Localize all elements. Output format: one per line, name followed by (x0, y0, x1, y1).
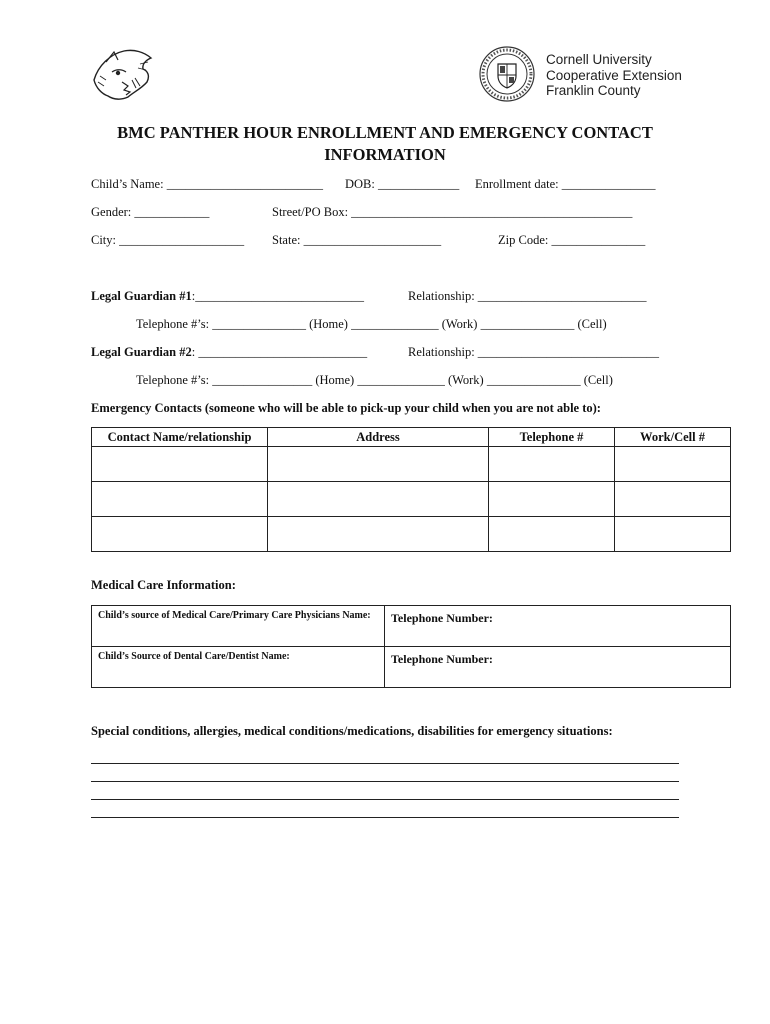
special-conditions-line-4[interactable] (91, 817, 679, 818)
guardian-1-telephone-field[interactable]: Telephone #’s: _______________ (Home) ______________ (Work) _______________ (Cell) (136, 317, 607, 331)
table-cell[interactable] (268, 447, 489, 482)
medical-telephone-label: Telephone Number: (391, 611, 493, 625)
logo-line-3: Franklin County (546, 83, 641, 98)
dental-telephone-cell[interactable] (385, 647, 731, 688)
table-cell[interactable] (615, 517, 731, 552)
cornell-logo-text (546, 52, 682, 99)
table-cell[interactable] (615, 447, 731, 482)
medical-care-provider-cell[interactable] (92, 606, 385, 647)
guardian-2-telephone-field[interactable]: Telephone #’s: ________________ (Home) ______________ (Work) _______________ (Cell) (136, 373, 613, 387)
table-row (92, 517, 731, 552)
dental-care-provider-label: Child’s Source of Dental Care/Dentist Name: (98, 651, 290, 662)
column-header-address: Address (268, 428, 489, 447)
dental-telephone-label: Telephone Number: (391, 652, 493, 666)
guardian-2-label: Legal Guardian #2 (91, 345, 192, 359)
table-cell[interactable] (268, 517, 489, 552)
child-name-field[interactable]: Child’s Name: _________________________ (91, 177, 323, 191)
dob-field[interactable]: DOB: _____________ (345, 177, 460, 191)
guardian-2-line: : ___________________________ (191, 345, 368, 359)
medical-care-table (91, 605, 731, 688)
guardian-1-relationship-field[interactable]: Relationship: ___________________________ (408, 289, 647, 303)
medical-care-provider-label: Child’s source of Medical Care/Primary Care Physicians Name: (98, 610, 371, 621)
table-cell[interactable] (92, 517, 268, 552)
table-cell[interactable] (489, 482, 615, 517)
guardian-1-label: Legal Guardian #1 (91, 289, 192, 303)
table-row (92, 447, 731, 482)
cornell-seal-logo (478, 45, 536, 103)
table-cell[interactable] (268, 482, 489, 517)
dental-care-provider-cell[interactable] (92, 647, 385, 688)
table-cell[interactable] (489, 447, 615, 482)
panther-logo (88, 42, 156, 104)
table-cell[interactable] (615, 482, 731, 517)
gender-field[interactable]: Gender: ____________ (91, 205, 210, 219)
medical-care-heading: Medical Care Information: (91, 578, 236, 592)
logo-line-2: Cooperative Extension (546, 67, 682, 83)
state-field[interactable]: State: ______________________ (272, 233, 442, 247)
special-conditions-line-3[interactable] (91, 799, 679, 800)
page-title-line-2: INFORMATION (324, 145, 446, 164)
table-cell[interactable] (92, 482, 268, 517)
guardian-2-relationship-field[interactable]: Relationship: _____________________________ (408, 345, 660, 359)
page-title-line-1: BMC PANTHER HOUR ENROLLMENT AND EMERGENCY CONTACT (117, 123, 653, 142)
zip-code-field[interactable]: Zip Code: _______________ (498, 233, 646, 247)
enrollment-date-field[interactable]: Enrollment date: _______________ (475, 177, 656, 191)
special-conditions-heading: Special conditions, allergies, medical conditions/medications, disabilities for emergency situations: (91, 724, 613, 738)
special-conditions-line-1[interactable] (91, 763, 679, 764)
logo-line-1: Cornell University (546, 52, 652, 67)
city-field[interactable]: City: ____________________ (91, 233, 245, 247)
column-header-telephone: Telephone # (489, 428, 615, 447)
table-row (92, 647, 731, 688)
guardian-1-line: :___________________________ (191, 289, 364, 303)
table-cell[interactable] (489, 517, 615, 552)
emergency-contacts-table (91, 427, 731, 552)
medical-telephone-cell[interactable] (385, 606, 731, 647)
street-field[interactable]: Street/PO Box: _____________________________________________ (272, 205, 633, 219)
table-row (92, 606, 731, 647)
table-row (92, 482, 731, 517)
guardian-1-field[interactable] (91, 289, 364, 304)
special-conditions-line-2[interactable] (91, 781, 679, 782)
table-cell[interactable] (92, 447, 268, 482)
column-header-contact: Contact Name/relationship (92, 428, 268, 447)
table-header-row (92, 428, 731, 447)
emergency-contacts-heading: Emergency Contacts (someone who will be able to pick-up your child when you are not able to): (91, 401, 601, 415)
guardian-2-field[interactable] (91, 345, 367, 360)
column-header-work-cell: Work/Cell # (615, 428, 731, 447)
